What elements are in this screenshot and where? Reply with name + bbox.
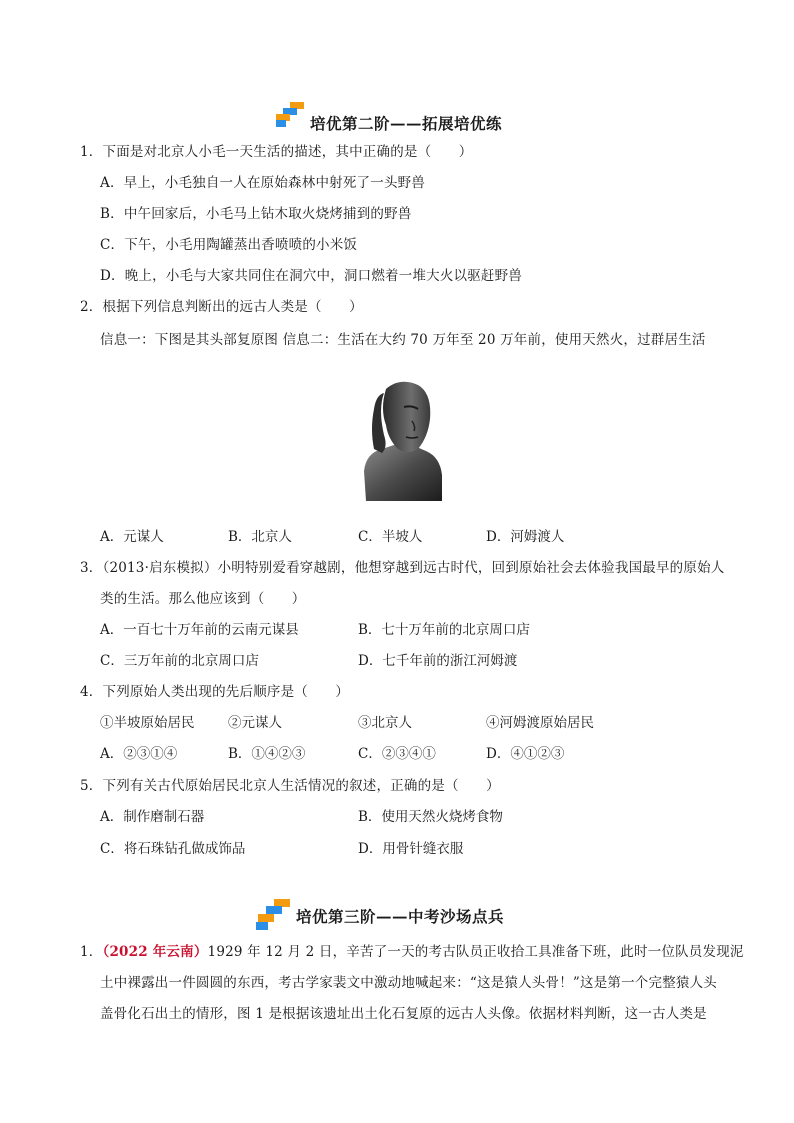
option-d: D．河姆渡人: [486, 529, 565, 545]
option-b: B．七十万年前的北京周口店: [358, 622, 530, 638]
option-d: D．七千年前的浙江河姆渡: [358, 653, 518, 669]
option-b: B．使用天然火烧烤食物: [358, 809, 503, 825]
option-a: A．②③①④: [100, 746, 178, 762]
question-stem: 2．根据下列信息判断出的远古人类是（ ）: [80, 299, 363, 315]
option-c: C．三万年前的北京周口店: [100, 653, 259, 669]
option-b: B．①④②③: [228, 746, 306, 762]
question-stem-cont: 类的生活。那么他应该到（ ）: [100, 591, 306, 607]
option-a: A．制作磨制石器: [100, 809, 205, 825]
question-stem: [80, 942, 744, 962]
question-stem: 4．下列原始人类出现的先后顺序是（ ）: [80, 684, 350, 700]
stair-logo-icon: [276, 102, 308, 128]
question-number: 1．: [80, 944, 103, 960]
question-stem: 3．（2013·启东模拟）小明特别爱看穿越剧，他想穿越到远古时代，回到原始社会去体验我国最早的原始人: [80, 560, 725, 576]
bust-image: [360, 379, 446, 501]
info-line: 信息一：下图是其头部复原图 信息二：生活在大约 70 万年至 20 万年前，使用天然火，过群居生活: [100, 332, 706, 348]
option-d: D．④①②③: [486, 746, 565, 762]
question-stem: 1．下面是对北京人小毛一天生活的描述，其中正确的是（ ）: [80, 144, 473, 160]
question-text: 1929 年 12 月 2 日，辛苦了一天的考古队员正收拾工具准备下班，此时一位队员发现泥: [207, 944, 744, 960]
question-stem-cont: 土中裸露出一件圆圆的东西，考古学家裴文中激动地喊起来：“这是猿人头骨！”这是第一个完整猿人头: [100, 975, 718, 991]
list-item: ①半坡原始居民: [100, 715, 195, 731]
list-item: ③北京人: [358, 715, 412, 731]
list-item: ②元谋人: [228, 715, 282, 731]
question-stem: 5．下列有关古代原始居民北京人生活情况的叙述，正确的是（ ）: [80, 778, 500, 794]
option-a: A．一百七十万年前的云南元谋县: [100, 622, 299, 638]
option-d: D．晚上，小毛与大家共同住在洞穴中，洞口燃着一堆大火以驱赶野兽: [100, 268, 523, 284]
question-stem-cont: 盖骨化石出土的情形，图 1 是根据该遗址出土化石复原的远古人头像。依据材料判断，这一古人类是: [100, 1006, 707, 1022]
list-item: ④河姆渡原始居民: [486, 715, 594, 731]
option-c: C．将石珠钻孔做成饰品: [100, 841, 246, 857]
option-a: A．早上，小毛独自一人在原始森林中射死了一头野兽: [100, 175, 426, 191]
option-d: D．用骨针缝衣服: [358, 841, 464, 857]
section-title: 培优第二阶——拓展培优练: [310, 114, 503, 133]
option-c: C．半坡人: [358, 529, 423, 545]
option-c: C．下午，小毛用陶罐蒸出香喷喷的小米饭: [100, 237, 358, 253]
section-title: 培优第三阶——中考沙场点兵: [296, 907, 505, 926]
option-c: C．②③④①: [358, 746, 436, 762]
stair-logo-icon: [256, 899, 292, 931]
option-b: B．中午回家后，小毛马上钻木取火烧烤捕到的野兽: [100, 206, 412, 222]
source-tag: （2022 年云南）: [102, 944, 208, 960]
option-a: A．元谋人: [100, 529, 164, 545]
option-b: B．北京人: [228, 529, 292, 545]
